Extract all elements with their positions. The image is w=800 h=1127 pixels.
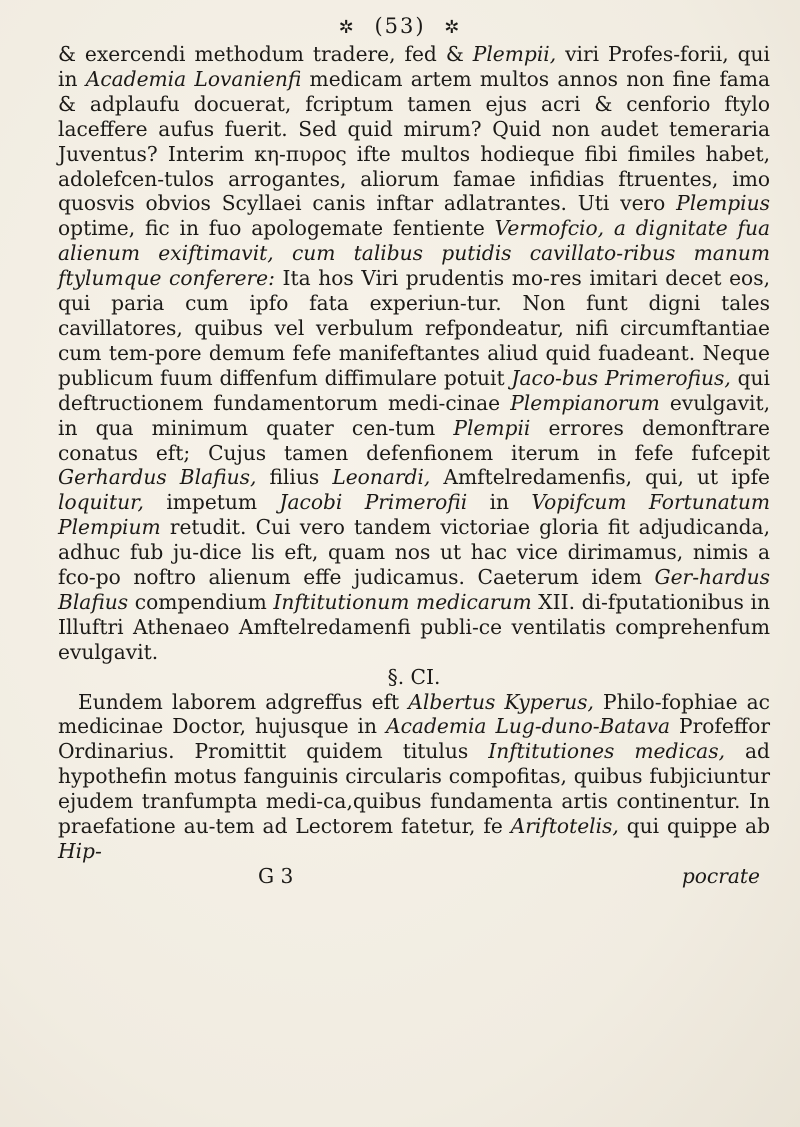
text-run: ad hypothefin motus fanguinis circularis compofitas, quibus fubjiciuntur ejudem tranfumpta medi-ca,quibus fundamenta artis continentur. In praefatione au-tem ad Lectorem fatetur, fe: [58, 739, 770, 839]
text-run: Eundem laborem adgreffus eft: [78, 689, 409, 714]
italic-run: Vermofcio, a dignitate fua alienum exiftimavit, cum talibus putidis cavillato-ribus manum ftylumque conferere:: [58, 216, 770, 291]
italic-run: Plempianorum: [510, 390, 660, 415]
italic-run: Plempii: [453, 415, 531, 440]
italic-run: Gerhardus Blafius,: [58, 465, 257, 490]
italic-run: Inftitutionum medicarum: [273, 589, 532, 614]
text-run: Amftelredamenfis, qui, ut ipfe: [430, 465, 771, 490]
italic-run: loquitur,: [58, 490, 144, 515]
italic-run: Jacobi Primerofii: [279, 490, 468, 515]
text-run: viri Profes-forii, qui in: [58, 42, 770, 91]
text-run: & exercendi methodum tradere, fed &: [58, 42, 473, 66]
text-run: Profeffor Ordinarius. Promittit quidem titulus: [58, 714, 770, 764]
text-run: in: [467, 490, 532, 515]
text-run: qui quippe ab: [618, 814, 770, 839]
text-run: impetum: [143, 490, 280, 515]
italic-run: Academia Lug-duno-Batava: [386, 714, 671, 739]
italic-run: Academia Lovanienfi: [85, 66, 302, 91]
italic-run: Ger-hardus Blafius: [58, 565, 770, 614]
text-run: qui deftructionem fundamentorum medi-cinae: [58, 365, 770, 415]
italic-run: Vopifcum Fortunatum Plempium: [58, 490, 771, 540]
italic-run: Hip-: [58, 839, 102, 863]
text-run: compendium: [128, 589, 274, 614]
italic-run: Jaco-bus Primerofius,: [511, 365, 731, 390]
page-header: [0, 14, 800, 38]
paragraph-1: [58, 42, 770, 665]
text-run: retudit. Cui vero tandem victoriae gloria fit adjudicanda, adhuc fub ju-dice lis eft, quam nos ut hac vice dirimamus, nimis a fco-po noftro alienum effe judicamus. Caeterum idem: [58, 515, 770, 590]
paragraph-2: [58, 690, 770, 864]
signature-mark: G 3: [258, 863, 294, 888]
text-run: evulgavit, in qua minimum quater cen-tum: [58, 390, 770, 440]
italic-run: Plempii,: [472, 42, 557, 66]
catchword: pocrate: [681, 863, 760, 888]
text-run: optime, fic in fuo apologemate fentiente: [58, 216, 495, 241]
ornament-left-icon: ✲: [338, 17, 356, 38]
italic-run: Plempius: [676, 191, 770, 216]
page-footer: [58, 864, 770, 889]
italic-run: Inftitutiones medicas,: [488, 739, 725, 764]
italic-run: Ariftotelis,: [510, 814, 619, 839]
text-run: medicam artem multos annos non fine fama & adplaufu docuerat, fcriptum tamen ejus acri & cenforio ftylo laceffere aufus fuerit. Sed quid mirum? Quid non audet temeraria Juventus? Interim κη-πυρος ifte multos hodieque fibi fimiles habet, adolefcen-tulos arrogantes, aliorum famae infidias ftruentes, imo quosvis obvios Scyllaei canis inftar adlatrantes. Uti vero: [58, 66, 770, 216]
text-run: XII. di-fputationibus in Illuftri Athenaeo Amftelredamenfi publi-ce ventilatis comprehenfum evulgavit.: [58, 589, 770, 664]
text-run: Philo-fophiae ac medicinae Doctor, hujusque in: [58, 689, 770, 739]
italic-run: Leonardi,: [332, 465, 431, 490]
text-run: filius: [256, 465, 333, 490]
ornament-right-icon: ✲: [444, 17, 462, 38]
italic-run: Albertus Kyperus,: [408, 689, 594, 714]
text-run: Ita hos Viri prudentis mo-res imitari decet eos, qui paria cum ipfo fata experiun-tur. Non funt digni tales cavillatores, quibus vel verbulum refpondeatur, nifi circumftantiae cum tem-pore demum fefe manifeftantes aliud quid fuadeant. Neque publicum fuum diffenfum diffimulare potuit: [58, 266, 770, 390]
text-run: errores demonftrare conatus eft; Cujus tamen defenfionem iterum in fefe fufcepit: [58, 415, 770, 465]
page-number: (53): [374, 14, 426, 38]
section-heading: §. CI.: [387, 664, 441, 689]
page-body: [58, 42, 770, 889]
